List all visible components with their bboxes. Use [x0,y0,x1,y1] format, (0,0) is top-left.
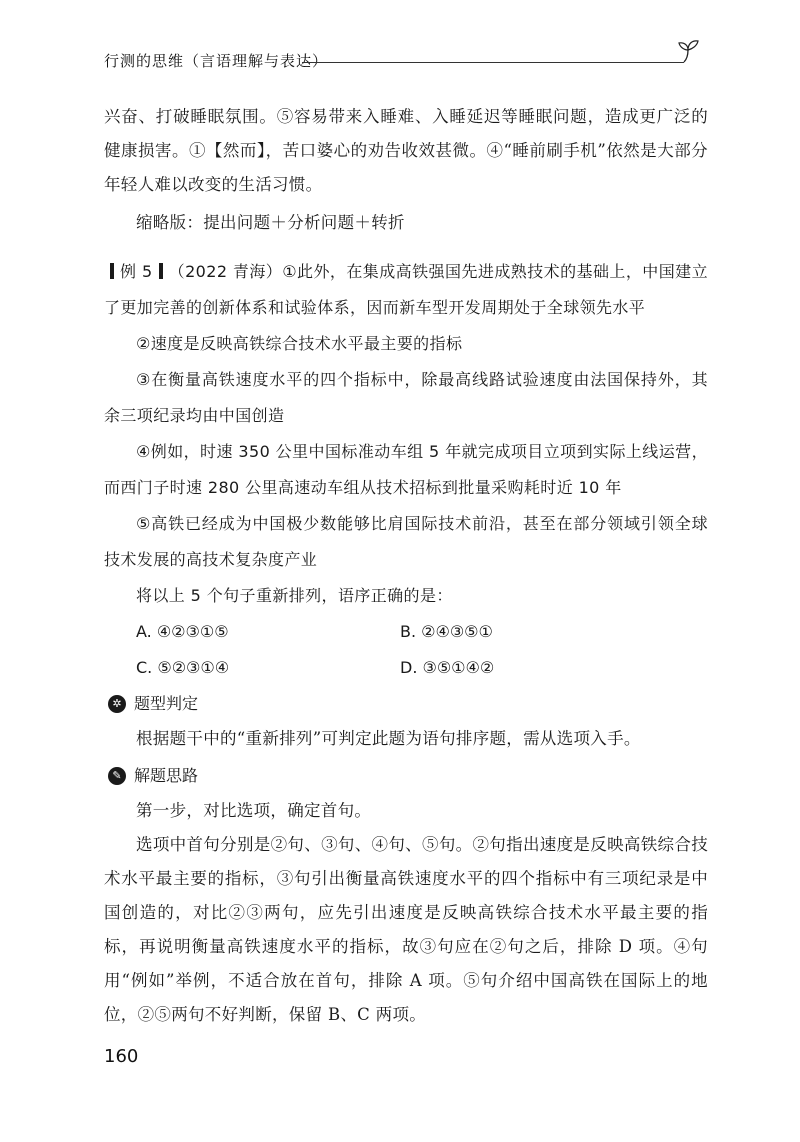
gear-icon: ✲ [108,695,126,713]
type-section-heading [104,686,708,722]
solution-section-heading [104,758,708,794]
sentence-3: ③在衡量高铁速度水平的四个指标中，除最高线路试验速度由法国保持外，其余三项纪录均由中国创造 [104,370,708,425]
solution-section-title: 解题思路 [134,766,199,785]
intro-paragraph: 兴奋、打破睡眠氛围。⑤容易带来入睡难、入睡延迟等睡眠问题，造成更广泛的健康损害。①【然而】，苦口婆心的劝告收效甚微。④“睡前刷手机”依然是大部分年轻人难以改变的生活习惯。 [104,107,708,194]
type-section-title: 题型判定 [134,694,199,713]
header-rule [302,62,684,63]
running-header [104,38,704,78]
option-d: D. ③⑤①④② [400,658,495,677]
header-title: 行测的思维（言语理解与表达） [104,52,329,70]
answer-options [104,614,708,686]
solution-analysis: 选项中首句分别是②句、③句、④句、⑤句。②句指出速度是反映高铁综合技术水平最主要的指标，③句引出衡量高铁速度水平的四个指标中有三项纪录是中国创造的，对比②③两句，应先引出速度是反映高铁综合技术水平最主要的指标，再说明衡量高铁速度水平的指标，故③句应在②句之后，排除 D 项。④句用“例如”举例，不适合放在首句，排除 A 项。⑤句介绍中国高铁在国际上的地位，②⑤两句不好判断，保留 B、C 两项。 [104,835,708,1024]
sentence-4: ④例如，时速 350 公里中国标准动车组 5 年就完成项目立项到实际上线运营，而西门子时速 280 公里高速动车组从技术招标到批量采购耗时近 10 年 [104,442,708,497]
page-body [104,100,708,1032]
tag-bar-right [159,263,163,279]
summary-line: 缩略版：提出问题＋分析问题＋转折 [136,213,405,232]
question-prompt: 将以上 5 个句子重新排列，语序正确的是： [136,586,453,605]
option-a: A. ④②③①⑤ [136,622,229,641]
tag-bar-left [110,263,114,279]
sprout-icon [676,38,706,66]
option-b: B. ②④③⑤① [400,622,493,641]
example-sentence-1 [104,254,708,326]
sentence-1: ①此外，在集成高铁强国先进成熟技术的基础上，中国建立了更加完善的创新体系和试验体系，因而新车型开发周期处于全球领先水平 [104,262,709,317]
idea-icon: ✎ [108,767,126,785]
example-source: （2022 青海） [168,262,283,281]
page-number: 160 [104,1046,139,1067]
sentence-5: ⑤高铁已经成为中国极少数能够比肩国际技术前沿，甚至在部分领域引领全球技术发展的高技术复杂度产业 [104,514,708,569]
type-section-text: 根据题干中的“重新排列”可判定此题为语句排序题，需从选项入手。 [136,729,641,748]
option-c: C. ⑤②③①④ [136,658,230,677]
solution-step-1: 第一步，对比选项，确定首句。 [136,801,372,820]
example-tag: 例 5 [120,262,153,281]
sentence-2: ②速度是反映高铁综合技术水平最主要的指标 [136,334,463,353]
